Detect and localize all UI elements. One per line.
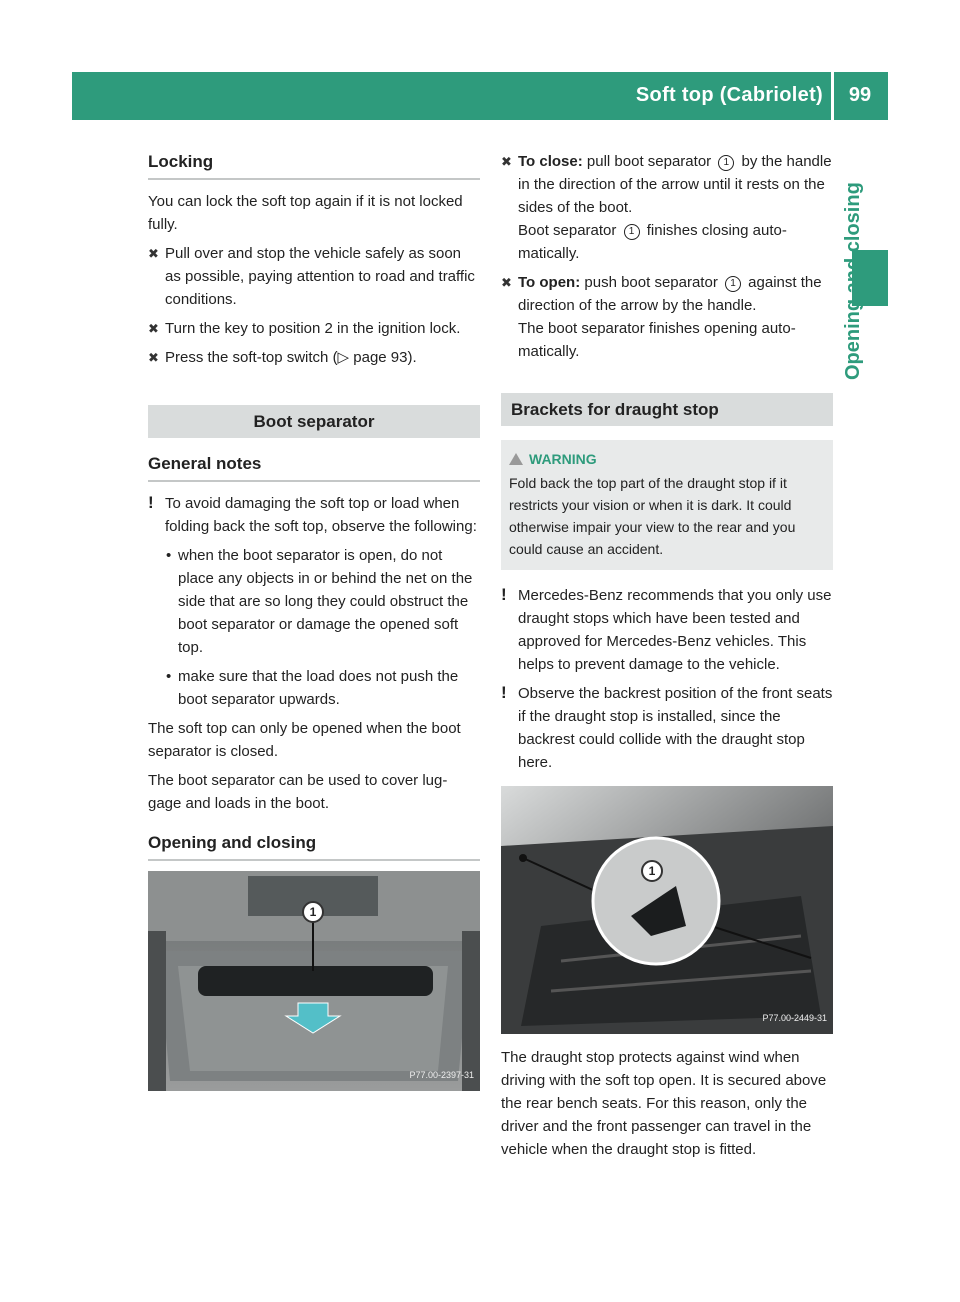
header-divider	[831, 72, 834, 120]
notice: ! Mercedes-Benz recommends that you only use draught stops which have been tested and approved for Mercedes-Benz vehicles. This helps to prevent damage to the vehicle.	[501, 585, 832, 673]
warning-box	[501, 440, 833, 570]
page-number: 99	[848, 84, 872, 106]
bullet-icon: •	[166, 668, 172, 685]
seats-photo	[501, 786, 833, 1034]
draught-stop-illustration	[501, 786, 833, 1034]
exclamation-icon: !	[148, 493, 154, 512]
close-step: ✖ To close: pull boot separator 1 by the handle in the direction of the arrow until it rests on the sides of the boot. Boot separator 1 finishes closing auto-matically.	[501, 150, 833, 265]
notice: ! Observe the backrest position of the front seats if the draught stop is installed, since the backrest could collide with the draught stop here.	[501, 683, 833, 771]
notice: ! To avoid damaging the soft top or load when folding back the soft top, observe the following:	[148, 493, 477, 535]
warning-triangle-icon	[509, 453, 523, 465]
paragraph: The soft top can only be opened when the boot separator is closed.	[148, 720, 461, 760]
step-arrow-icon: ✖	[148, 321, 159, 336]
callout-number-icon: 1	[718, 155, 734, 171]
callout-marker: 1	[641, 860, 663, 882]
left-column	[148, 150, 480, 1091]
exclamation-icon: !	[501, 683, 507, 702]
boot-separator-heading: Boot separator	[148, 405, 480, 438]
brackets-heading: Brackets for draught stop	[501, 393, 833, 426]
callout-number-icon: 1	[624, 224, 640, 240]
locking-step: ✖ Turn the key to position 2 in the ignition lock.	[148, 317, 480, 340]
photo-code: P77.00-2397-31	[409, 1070, 474, 1080]
step-arrow-icon: ✖	[501, 154, 512, 169]
locking-step: ✖ Pull over and stop the vehicle safely as soon as possible, paying attention to road and traffic conditions.	[148, 242, 480, 311]
locking-intro: You can lock the soft top again if it is not locked fully.	[148, 193, 463, 233]
warning-text: Fold back the top part of the draught stop if it restricts your vision or when it is dark. It could otherwise impair your view to the rear and you could cause an accident.	[509, 475, 796, 557]
locking-heading: Locking	[148, 150, 480, 180]
step-arrow-icon: ✖	[501, 275, 512, 290]
chapter-label: Opening and closing	[842, 182, 864, 380]
general-notes-heading: General notes	[148, 452, 480, 482]
bullet-icon: •	[166, 547, 172, 564]
callout-number-icon: 1	[725, 276, 741, 292]
locking-step: ✖ Press the soft-top switch (▷ page 93).	[148, 346, 480, 369]
notice-bullet: • make sure that the load does not push the boot separator upwards.	[148, 665, 480, 711]
step-arrow-icon: ✖	[148, 246, 159, 261]
paragraph: The boot separator can be used to cover lug-gage and loads in the boot.	[148, 772, 448, 812]
photo-code: P77.00-2449-31	[762, 1013, 827, 1023]
page-section-title: Soft top (Cabriolet)	[635, 84, 823, 106]
notice-bullet: • when the boot separator is open, do not place any objects in or behind the net on the side that are so long they could obstruct the boot separator or damage the opened soft top.	[148, 544, 480, 659]
callout-marker: 1	[302, 901, 324, 923]
step-arrow-icon: ✖	[148, 350, 159, 365]
opening-closing-heading: Opening and closing	[148, 831, 480, 861]
right-column	[501, 150, 833, 1167]
warning-title: WARNING	[529, 451, 597, 467]
exclamation-icon: !	[501, 585, 507, 604]
open-step: ✖ To open: push boot separator 1 against the direction of the arrow by the handle. The boot separator finishes opening auto-matically.	[501, 271, 833, 363]
boot-photo	[148, 871, 480, 1091]
paragraph: The draught stop protects against wind when driving with the soft top open. It is secured above the rear bench seats. For this reason, only the driver and the front passenger can travel in the vehicle when the draught stop is fitted.	[501, 1049, 827, 1158]
